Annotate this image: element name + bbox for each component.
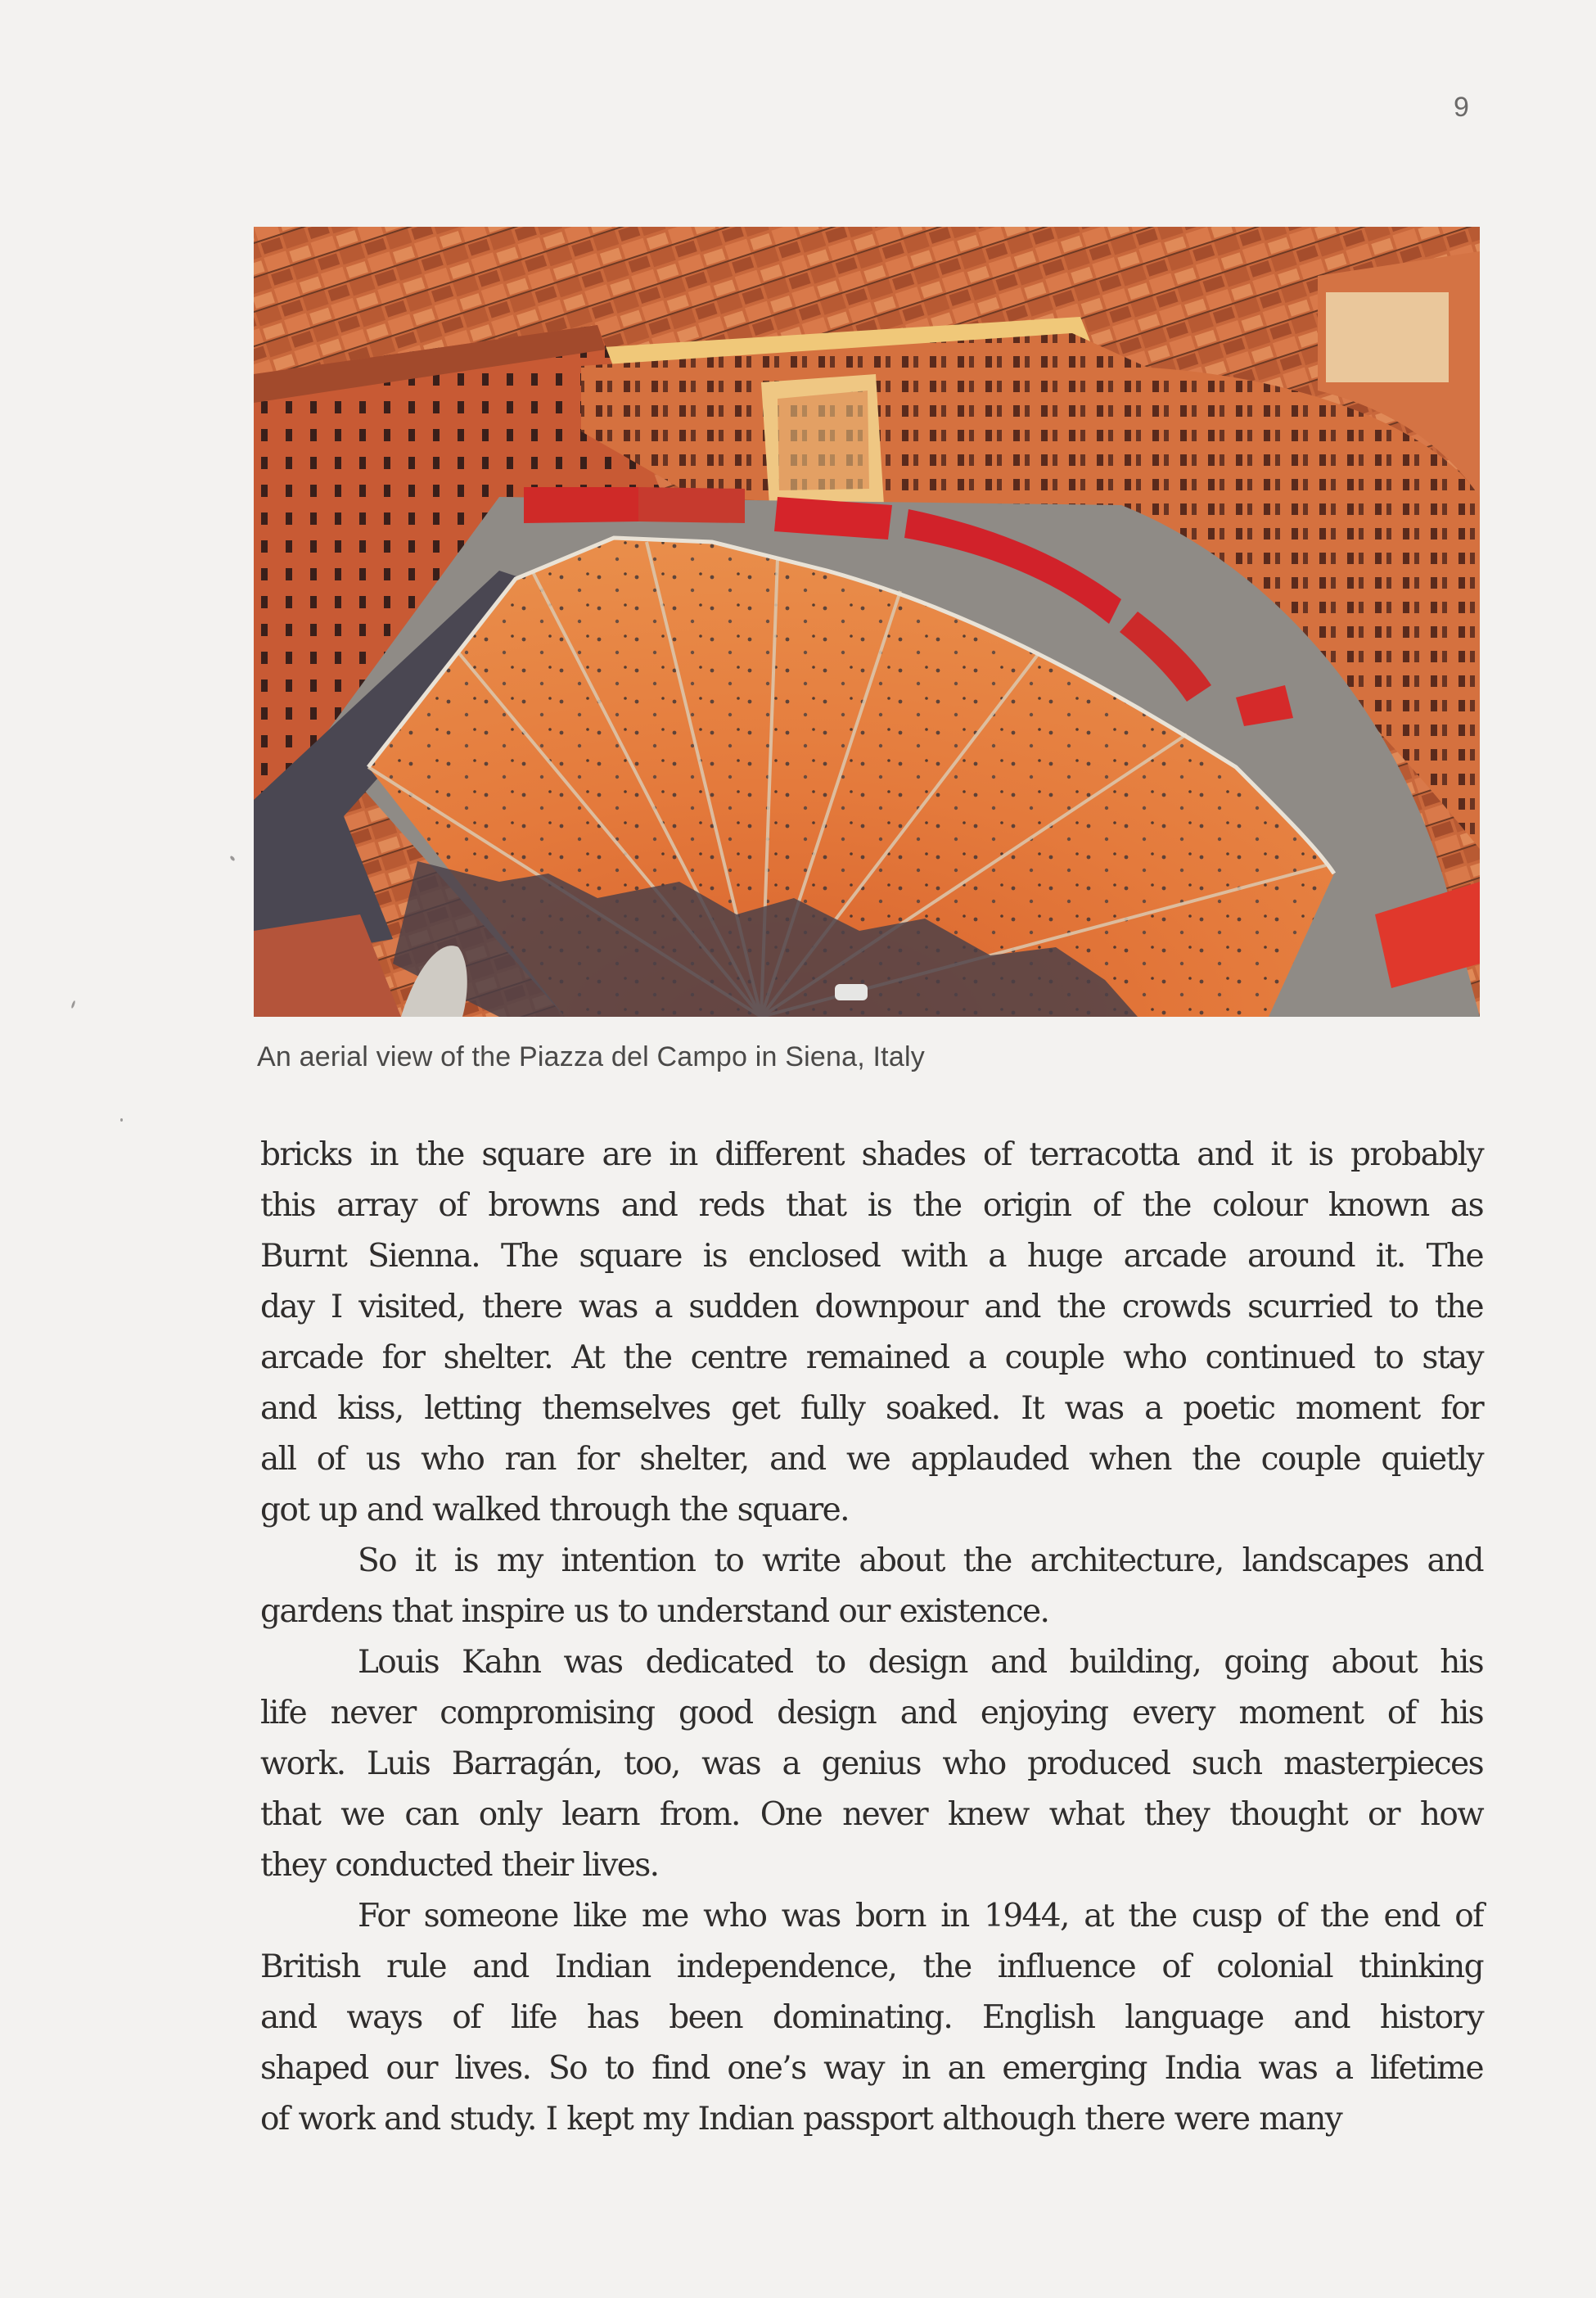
paragraph xyxy=(260,1130,1483,1536)
photo-piazza-del-campo xyxy=(254,227,1480,1017)
awning xyxy=(524,487,638,523)
text-line: For someone like me who was born in 1944, at the cusp of the end of xyxy=(358,1898,1483,1935)
paragraph xyxy=(260,1891,1483,2145)
text-line: arcade for shelter. At the centre remained a couple who continued to stay xyxy=(260,1339,1483,1376)
text-line: of work and study. I kept my Indian passport although there were many xyxy=(260,2101,1342,2138)
text-line: day I visited, there was a sudden downpour and the crowds scurried to the xyxy=(260,1289,1483,1325)
paragraph xyxy=(260,1637,1483,1891)
text-line: and kiss, letting themselves get fully soaked. It was a poetic moment for xyxy=(260,1390,1483,1427)
page-number: 9 xyxy=(1454,92,1469,123)
awning xyxy=(638,487,745,523)
text-line: and ways of life has been dominating. English language and history xyxy=(260,1999,1483,2036)
text-line: they conducted their lives. xyxy=(260,1847,659,1884)
text-line: British rule and Indian independence, the influence of colonial thinking xyxy=(260,1948,1483,1985)
paragraph xyxy=(260,1536,1483,1637)
text-line: gardens that inspire us to understand our existence. xyxy=(260,1593,1049,1630)
text-line: got up and walked through the square. xyxy=(260,1492,849,1528)
text-line: all of us who ran for shelter, and we applauded when the couple quietly xyxy=(260,1441,1483,1478)
text-line: Louis Kahn was dedicated to design and building, going about his xyxy=(358,1644,1483,1681)
scan-speck xyxy=(120,1118,123,1122)
figure-caption: An aerial view of the Piazza del Campo in Siena, Italy xyxy=(257,1041,925,1072)
scan-speck xyxy=(229,856,236,862)
car xyxy=(835,984,868,1000)
scan-speck xyxy=(70,1000,75,1009)
text-line: shaped our lives. So to find one’s way in an emerging India was a lifetime xyxy=(260,2050,1483,2087)
text-line: work. Luis Barragán, too, was a genius who produced such masterpieces xyxy=(260,1745,1483,1782)
text-line: this array of browns and reds that is the origin of the colour known as xyxy=(260,1187,1483,1224)
text-line: life never compromising good design and enjoying every moment of his xyxy=(260,1695,1483,1731)
aerial-photo-illustration xyxy=(254,227,1480,1017)
text-line: bricks in the square are in different shades of terracotta and it is probably xyxy=(260,1136,1483,1173)
text-line: that we can only learn from. One never knew what they thought or how xyxy=(260,1796,1483,1833)
body-text xyxy=(260,1130,1483,2145)
text-line: So it is my intention to write about the architecture, landscapes and xyxy=(358,1542,1483,1579)
text-line: Burnt Sienna. The square is enclosed with a huge arcade around it. The xyxy=(260,1238,1483,1275)
